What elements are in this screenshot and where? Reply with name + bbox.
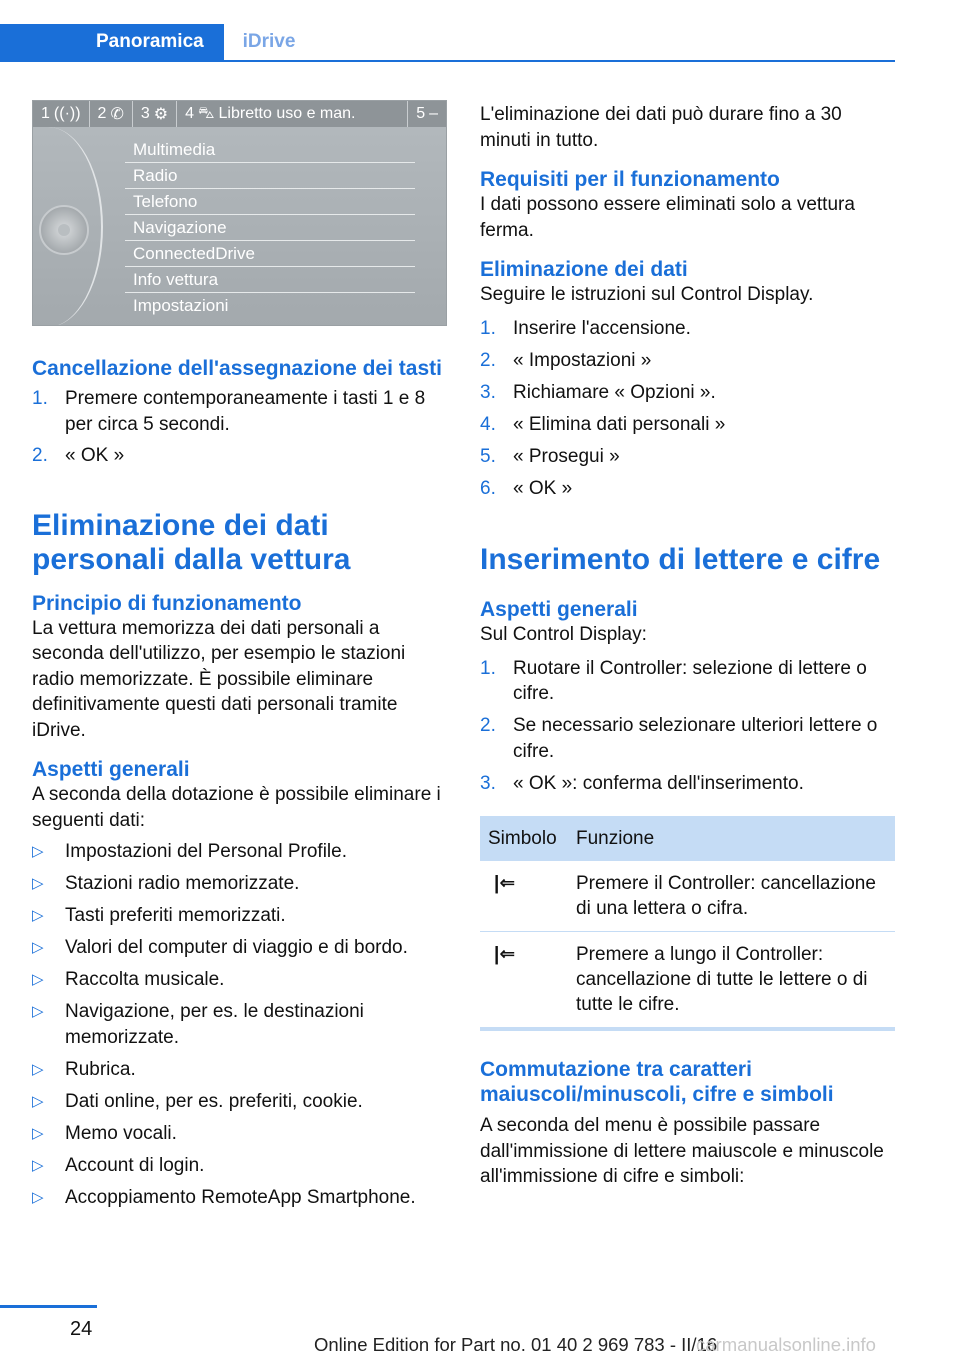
delete-data-text: Seguire le istruzioni sul Control Display. <box>480 284 814 305</box>
input-steps <box>480 656 895 797</box>
list-item: 1. Inserire l'accensione. <box>480 317 691 339</box>
gear-icon: ⚙ <box>153 106 169 123</box>
table-row <box>480 932 895 1030</box>
list-item: ▷ Valori del computer di viaggio e di bordo. <box>32 937 408 958</box>
table-header-symbol: Simbolo <box>480 816 568 861</box>
left-column <box>32 100 447 1210</box>
aspects-heading: Aspetti generali <box>480 598 638 621</box>
signal-icon: ((·)) <box>53 105 81 122</box>
idrive-menu <box>125 137 415 319</box>
idrive-tab-4: 4 ⛍ Libretto uso e man. <box>177 101 408 127</box>
idrive-screen-body <box>33 127 446 326</box>
list-item: 4. « Elimina dati personali » <box>480 413 726 435</box>
general-text: A seconda della dotazione è possibile eliminare i seguenti dati: <box>32 784 441 831</box>
list-item: 1. Premere contemporaneamente i tasti 1 e 8 per circa 5 secondi. <box>32 388 426 435</box>
car-icon: ⛍ <box>198 105 215 122</box>
list-item: ▷ Rubrica. <box>32 1058 136 1080</box>
idrive-tab-5: 5 – <box>416 105 438 122</box>
tab-panoramica[interactable]: Panoramica <box>0 24 224 60</box>
delete-heading: Eliminazione dei dati personali dalla vettura <box>32 508 351 576</box>
delete-data-heading: Eliminazione dei dati <box>480 258 688 281</box>
list-item: 5. « Prosegui » <box>480 445 620 467</box>
input-heading: Inserimento di lettere e cifre <box>480 543 881 576</box>
idrive-screen-image <box>32 100 447 326</box>
list-item: 2. « Impostazioni » <box>480 349 652 371</box>
list-item: ▷ Tasti preferiti memorizzati. <box>32 905 286 926</box>
general-heading: Aspetti generali <box>32 758 190 781</box>
cancel-steps <box>32 386 447 469</box>
idrive-topbar <box>33 101 446 127</box>
list-item: ▷ Navigazione, per es. le destinazioni memorizzate. <box>32 1001 364 1048</box>
list-item: ▷ Dati online, per es. preferiti, cookie. <box>32 1090 363 1112</box>
delete-steps <box>480 316 895 502</box>
duration-text: L'eliminazione dei dati può durare fino a 30 minuti in tutto. <box>480 104 842 151</box>
controller-knob-icon <box>39 205 89 255</box>
list-item: ▷ Impostazioni del Personal Profile. <box>32 841 347 862</box>
data-list <box>32 839 447 1210</box>
list-item: 3. « OK »: conferma dell'inserimento. <box>480 772 804 794</box>
idrive-tab-1: 1 ((·)) <box>33 101 90 127</box>
list-item: ▷ Raccolta musicale. <box>32 969 225 990</box>
watermark: carmanualsonline.info <box>696 1334 876 1355</box>
header-tabs <box>0 24 895 62</box>
table-header-row <box>480 816 895 861</box>
list-item: 3. Richiamare « Opzioni ». <box>480 381 716 403</box>
idrive-menu-item: Info vettura <box>125 267 415 293</box>
table-row <box>480 861 895 932</box>
requirements-heading: Requisiti per il funzionamento <box>480 168 780 191</box>
function-table <box>480 816 895 1031</box>
cancel-heading: Cancellazione dell'assegnazione dei tasti <box>32 357 442 380</box>
idrive-menu-item: Radio <box>125 163 415 189</box>
delete-symbol-icon: |⇐ <box>480 861 568 932</box>
tab-idrive[interactable]: iDrive <box>242 31 296 52</box>
idrive-tab-3: 3 ⚙ <box>133 101 177 127</box>
footer-rule <box>0 1305 97 1308</box>
list-item: ▷ Account di login. <box>32 1154 205 1176</box>
table-cell: Premere il Controller: cancellazione di una lettera o cifra. <box>568 861 895 932</box>
idrive-menu-item: Multimedia <box>125 137 415 163</box>
edition-text: Online Edition for Part no. 01 40 2 969 783 - II/16 <box>314 1334 718 1355</box>
table-cell: Premere a lungo il Controller: cancellazione di tutte le lettere o di tutte le cifre. <box>568 932 895 1030</box>
idrive-menu-item: Navigazione <box>125 215 415 241</box>
principle-text: La vettura memorizza dei dati personali a seconda dell'utilizzo, per esempio le stazioni radio memorizzate. È possibile eliminare definitivamente questi dati personali tramite iDrive. <box>32 617 406 741</box>
list-item: 1. Ruotare il Controller: selezione di lettere o cifre. <box>480 657 867 704</box>
aspects-text: Sul Control Display: <box>480 624 647 645</box>
principle-heading: Principio di funzionamento <box>32 591 302 615</box>
list-item: 2. Se necessario selezionare ulteriori lettere o cifre. <box>480 715 878 762</box>
requirements-text: I dati possono essere eliminati solo a vettura ferma. <box>480 194 855 241</box>
delete-symbol-icon: |⇐ <box>480 932 568 1030</box>
list-item: ▷ Stazioni radio memorizzate. <box>32 873 300 894</box>
switch-heading: Commutazione tra caratteri maiuscoli/minuscoli, cifre e simboli <box>480 1058 834 1106</box>
idrive-tab-2: 2 ✆ <box>90 101 133 127</box>
switch-text: A seconda del menu è possibile passare dall'immissione di lettere maiuscole e minuscole all'immissione di cifre e simboli: <box>480 1115 884 1187</box>
page-number: 24 <box>70 1318 93 1340</box>
list-item: ▷ Memo vocali. <box>32 1122 177 1144</box>
table-header-function: Funzione <box>568 816 895 861</box>
phone-icon: ✆ <box>110 106 124 123</box>
list-item: 2. « OK » <box>32 445 125 466</box>
idrive-menu-item: Telefono <box>125 189 415 215</box>
idrive-menu-item: Impostazioni <box>133 296 229 315</box>
idrive-menu-item: ConnectedDrive <box>125 241 415 267</box>
list-item: 6. « OK » <box>480 477 573 499</box>
right-column <box>480 102 895 1190</box>
list-item: ▷ Accoppiamento RemoteApp Smartphone. <box>32 1186 416 1208</box>
